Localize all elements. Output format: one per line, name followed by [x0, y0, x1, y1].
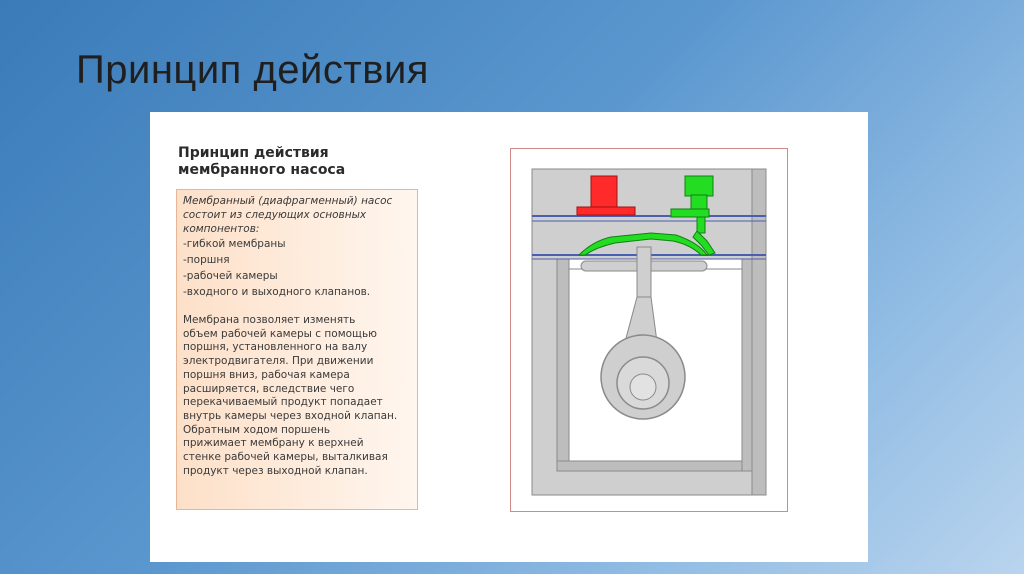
paragraph-line: внутрь камеры через входной клапан. [183, 409, 398, 422]
paragraph-line: перекачиваемый продукт попадает [183, 396, 383, 409]
intro-line: компонентов: [183, 223, 260, 235]
outlet-valve-rod [697, 217, 705, 233]
paragraph-line: Обратным ходом поршень [183, 423, 331, 436]
pump-diagram [510, 148, 788, 512]
outlet-valve-plate [671, 209, 709, 217]
paragraph-line: расширяется, вследствие чего [183, 382, 355, 395]
piston-rod-upper [637, 247, 651, 297]
inner-frame-right [742, 259, 752, 471]
panel-heading [178, 145, 345, 179]
inner-frame-bottom [557, 461, 752, 471]
outlet-valve-stem [691, 195, 707, 209]
inlet-valve-icon [591, 176, 617, 208]
component-item: -рабочей камеры [183, 270, 278, 282]
paragraph-line: объем рабочей камеры с помощью [183, 327, 377, 340]
paragraph-line: стенке рабочей камеры, выталкивая [183, 451, 388, 464]
panel-heading-line: Принцип действия [178, 145, 329, 161]
paragraph-line: поршня вниз, рабочая камера [183, 368, 350, 381]
eccentric-wheel-hub [630, 374, 656, 400]
housing-right-wall [752, 169, 766, 495]
paragraph-line: Мембрана позволяет изменять [183, 314, 356, 326]
component-item: -поршня [183, 254, 230, 266]
component-item: -гибкой мембраны [183, 238, 286, 250]
intro-line: Мембранный (диафрагменный) насос [183, 195, 393, 207]
paragraph-line: поршня, установленного на валу [183, 341, 368, 354]
inlet-valve-flange [577, 207, 635, 215]
outlet-valve-icon [685, 176, 713, 196]
description-textbox [176, 189, 418, 510]
panel-heading-line: мембранного насоса [178, 162, 346, 178]
slide-title: Принцип действия [76, 48, 429, 92]
intro-text [183, 194, 411, 236]
paragraph-line: прижимает мембрану к верхней [183, 437, 364, 450]
embedded-picture [150, 112, 868, 562]
component-list [183, 236, 411, 300]
description-paragraph [183, 314, 411, 478]
paragraph-line: электродвигателя. При движении [183, 355, 374, 368]
component-item: -входного и выходного клапанов. [183, 286, 371, 298]
paragraph-line: продукт через выходной клапан. [183, 464, 368, 477]
pump-diagram-svg [511, 149, 789, 513]
intro-line: состоит из следующих основных [183, 209, 367, 221]
inner-frame-left [557, 259, 569, 461]
